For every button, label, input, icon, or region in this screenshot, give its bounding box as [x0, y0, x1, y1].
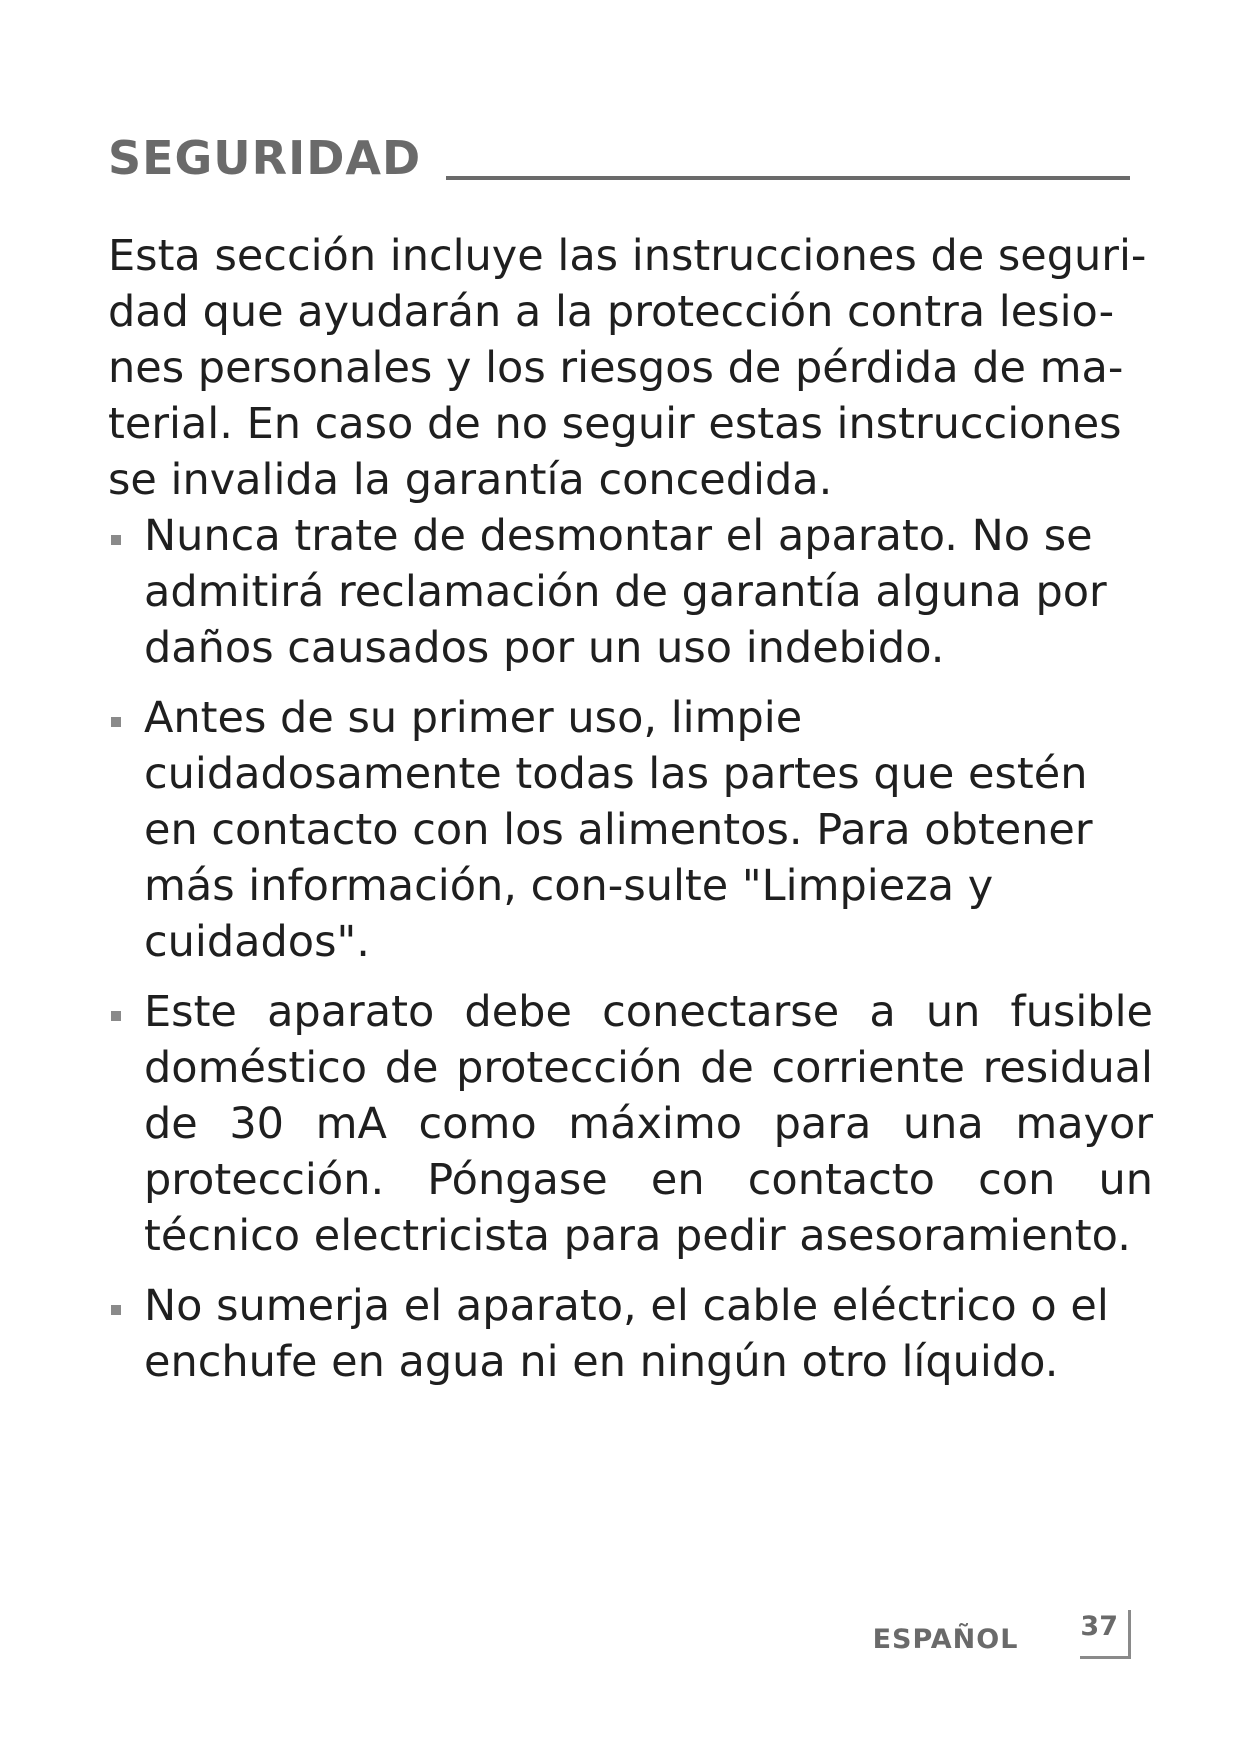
list-item — [108, 508, 1153, 676]
square-bullet-icon — [111, 717, 121, 727]
section-header — [108, 128, 1130, 188]
page-number: 37 — [1080, 1611, 1118, 1642]
list-item — [108, 690, 1153, 970]
safety-list — [108, 508, 1153, 1390]
body-text — [108, 228, 1153, 1390]
section-title: SEGURIDAD — [108, 131, 422, 185]
title-rule — [446, 176, 1130, 180]
list-item-text: Antes de su primer uso, limpie cuidadosamente todas las partes que estén en contacto con los alimentos. Para obtener más información, con-sulte "Limpieza y cuidados". — [144, 693, 1093, 967]
intro-paragraph: Esta sección incluye las instrucciones de seguri-dad que ayudarán a la protección contra lesio-nes personales y los riesgos de pérdida de ma-terial. En caso de no seguir estas instrucciones se invalida la garantía concedida. — [108, 231, 1147, 505]
square-bullet-icon — [111, 1011, 121, 1021]
footer-language: ESPAÑOL — [872, 1624, 1019, 1655]
list-item — [108, 984, 1153, 1264]
square-bullet-icon — [111, 535, 121, 545]
list-item-text: No sumerja el aparato, el cable eléctrico o el enchufe en agua ni en ningún otro líquido. — [144, 1281, 1109, 1387]
list-item-text: Nunca trate de desmontar el aparato. No se admitirá reclamación de garantía alguna por daños causados por un uso indebido. — [144, 511, 1107, 673]
page-number-frame — [1080, 1610, 1131, 1659]
page-footer — [873, 1610, 1131, 1664]
square-bullet-icon — [111, 1305, 121, 1315]
list-item — [108, 1278, 1153, 1390]
list-item-text: Este aparato debe conectarse a un fusible doméstico de protección de corriente residual de 30 mA como máximo para una mayor protección. Póngase en contacto con un técnico electricista para pedir asesoramiento. — [144, 987, 1153, 1261]
